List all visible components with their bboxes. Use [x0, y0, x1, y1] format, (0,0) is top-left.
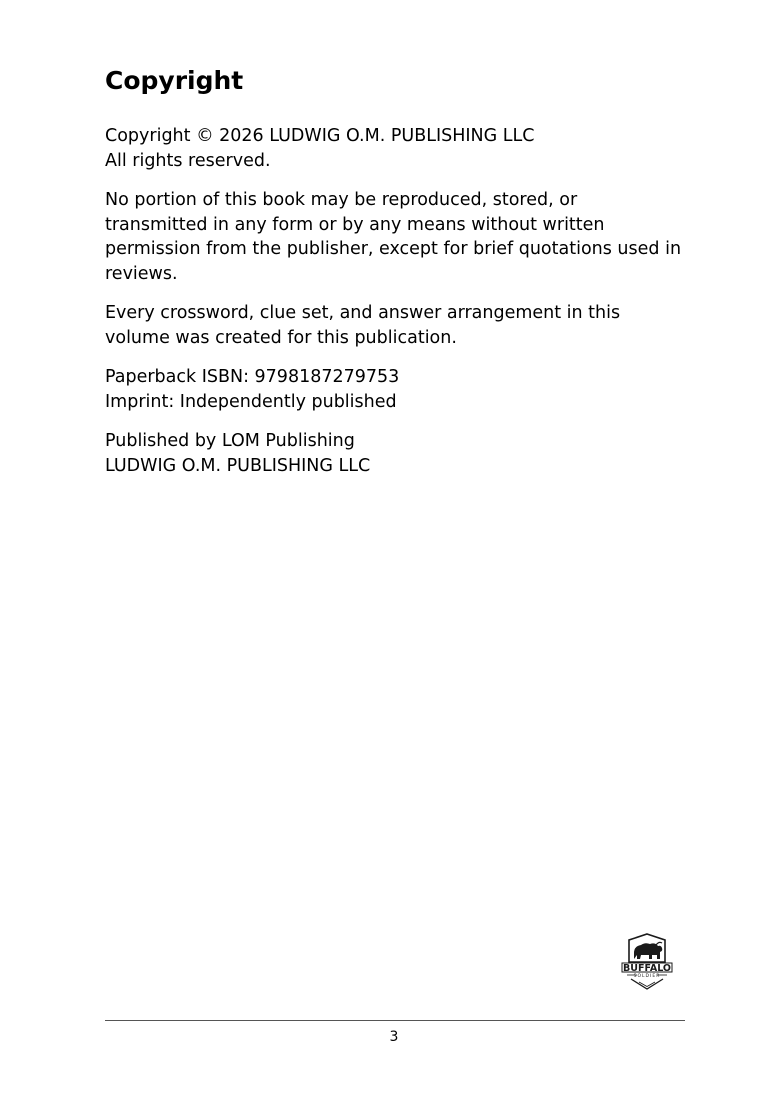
reproduction-notice-paragraph — [105, 188, 685, 286]
publisher-paragraph — [105, 429, 685, 478]
copyright-notice-paragraph — [105, 124, 685, 173]
publisher-line: Published by LOM Publishing — [105, 431, 355, 451]
logo-sub-text: SOLDIER — [633, 974, 661, 979]
copyright-text-block — [105, 124, 685, 493]
original-content-paragraph — [105, 301, 685, 350]
isbn-paragraph — [105, 365, 685, 414]
copyright-line: Copyright © 2026 LUDWIG O.M. PUBLISHING LLC — [105, 126, 535, 146]
rights-reserved-line: All rights reserved. — [105, 150, 271, 171]
imprint-line: Imprint: Independently published — [105, 391, 397, 412]
isbn-line: Paperback ISBN: 9798187279753 — [105, 367, 400, 387]
reproduction-notice-line: No portion of this book may be reproduced, stored, or transmitted in any form or by any means without written permission from the publisher, except for brief quotations used in reviews. — [105, 190, 682, 284]
page-title: Copyright — [105, 66, 244, 95]
original-content-line: Every crossword, clue set, and answer arrangement in this volume was created for this publication. — [105, 303, 621, 348]
page-number: 3 — [389, 1029, 399, 1045]
footer-divider — [105, 1020, 685, 1021]
logo-main-text: BUFFALO — [623, 963, 671, 974]
buffalo-soldier-emblem-icon — [619, 932, 675, 992]
publisher-company-line: LUDWIG O.M. PUBLISHING LLC — [105, 455, 371, 476]
